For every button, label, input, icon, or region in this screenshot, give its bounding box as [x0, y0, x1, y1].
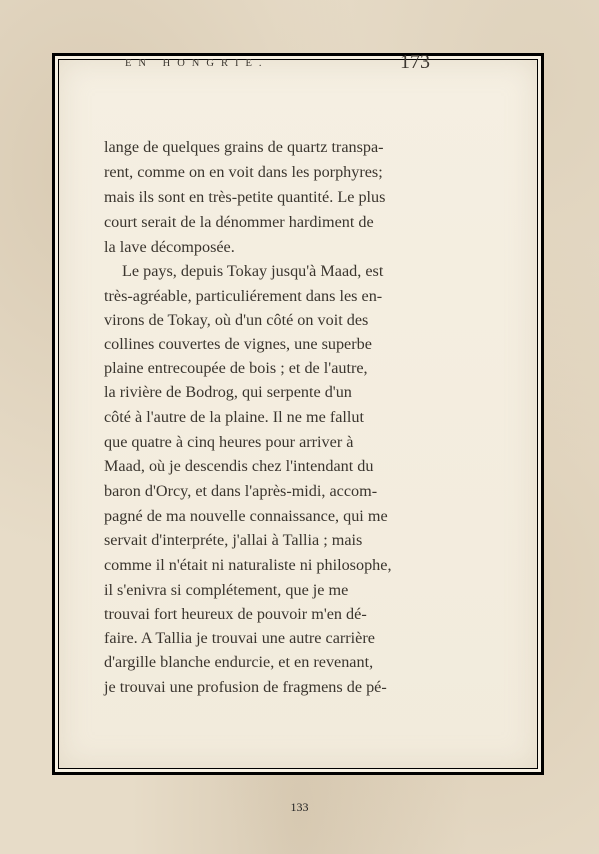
- text-line: rent, comme on en voit dans les porphyres;: [104, 163, 383, 181]
- text-line: très-agréable, particuliérement dans les en-: [104, 287, 383, 305]
- text-line: côté à l'autre de la plaine. Il ne me fallut: [104, 408, 364, 426]
- text-line: trouvai fort heureux de pouvoir m'en dé-: [104, 605, 367, 623]
- text-line: Maad, où je descendis chez l'intendant du: [104, 457, 374, 475]
- text-line: que quatre à cinq heures pour arriver à: [104, 433, 354, 451]
- text-line: mais ils sont en très-petite quantité. Le plus: [104, 188, 386, 206]
- text-line: plaine entrecoupée de bois ; et de l'autre,: [104, 359, 368, 377]
- text-line: baron d'Orcy, et dans l'après-midi, accom-: [104, 482, 378, 500]
- text-line: servait d'interpréte, j'allai à Tallia ; mais: [104, 531, 363, 549]
- text-line: lange de quelques grains de quartz transpa-: [104, 138, 384, 156]
- text-line: collines couvertes de vignes, une superbe: [104, 335, 372, 353]
- text-line: virons de Tokay, où d'un côté on voit des: [104, 311, 369, 329]
- folio-number: 173: [400, 51, 430, 73]
- text-line: court serait de la dénommer hardiment de: [104, 213, 374, 231]
- text-line: faire. A Tallia je trouvai une autre carrière: [104, 629, 375, 647]
- running-head: EN HONGRIE.: [125, 58, 269, 69]
- page-number: 133: [290, 800, 309, 814]
- text-line: comme il n'était ni naturaliste ni philosophe,: [104, 556, 392, 574]
- text-line: la rivière de Bodrog, qui serpente d'un: [104, 383, 352, 401]
- text-line: Le pays, depuis Tokay jusqu'à Maad, est: [122, 262, 384, 280]
- text-line: pagné de ma nouvelle connaissance, qui me: [104, 507, 388, 525]
- text-line: d'argille blanche endurcie, et en revenant,: [104, 653, 374, 671]
- text-line: la lave décomposée.: [104, 238, 235, 256]
- text-line: je trouvai une profusion de fragmens de pé-: [104, 678, 387, 696]
- text-line: il s'enivra si complétement, que je me: [104, 581, 349, 599]
